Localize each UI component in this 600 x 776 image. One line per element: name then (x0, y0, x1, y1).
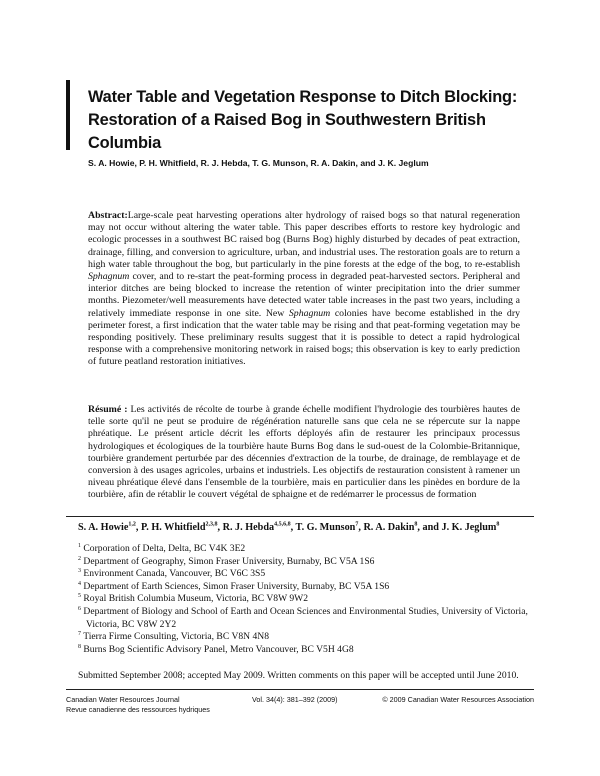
affiliation-text: Tierra Firme Consulting, Victoria, BC V8N 4N8 (83, 631, 270, 643)
affiliation-item (78, 556, 528, 569)
author-list: S. A. Howie, P. H. Whitfield, R. J. Hebda, T. G. Munson, R. A. Dakin, and J. K. Jeglum (88, 158, 429, 168)
aff-author-sup: 8 (496, 521, 500, 528)
aff-author-sep: , (217, 522, 223, 533)
resume (88, 404, 520, 502)
affiliation-authors (78, 521, 528, 534)
affiliation-number: 4 (78, 580, 81, 587)
abstract-text-2: cover, and to re-start the peat-forming process in degraded peat-harvested sectors. Peripheral and interior ditches are being blocked to increase the retention of winter precipitation into the drier summer months. Piezometer/well measurements have detected water table increases in the past two years, including a relatively immediate response in one site. New (88, 271, 520, 319)
copyright: © 2009 Canadian Water Resources Association (382, 695, 534, 704)
submission-note: Submitted September 2008; accepted May 2009. Written comments on this paper will be accepted until June 2010. (78, 670, 519, 681)
title-line-2: Restoration of a Raised Bog in Southwestern British Columbia (88, 111, 486, 152)
affiliation-item (78, 606, 528, 631)
paper-title (88, 86, 558, 155)
abstract-text-1: Large-scale peat harvesting operations alter hydrology of raised bogs so that natural regeneration may not occur without altering the water table. This paper describes efforts to restore key hydrologic and ecologic processes in a southwest BC raised bog (Burns Bog) highly disturbed by decades of peat extraction, drainage, filling, and conversion to agriculture, urban, and industrial uses. The restoration goals are to return a high water table throughout the bog, but particularly in the pine forests at the edge of the bog, to re-establish (88, 210, 520, 270)
affiliation-item (78, 593, 528, 606)
affiliation-item (78, 631, 528, 644)
affiliation-item (78, 581, 528, 594)
footer-rule (66, 689, 534, 690)
aff-author-sup: 4,5,6,8 (274, 521, 291, 528)
journal-name (66, 695, 246, 714)
affiliation-number: 5 (78, 593, 81, 600)
aff-author-name: R. A. Dakin (363, 522, 415, 533)
affiliation-number: 2 (78, 555, 81, 562)
affiliation-text: Corporation of Delta, Delta, BC V4K 3E2 (83, 543, 246, 554)
affiliation-rule (66, 516, 534, 517)
affiliation-number: 1 (78, 542, 81, 549)
aff-author-name: S. A. Howie (78, 522, 129, 533)
affiliation-item (78, 644, 528, 657)
aff-author-sep: , (135, 522, 141, 533)
affiliation-text: Royal British Columbia Museum, Victoria, BC V8W 9W2 (83, 593, 309, 605)
aff-author-name: J. K. Jeglum (441, 522, 497, 533)
affiliation-item (78, 543, 528, 556)
aff-author-sup: 1,2 (128, 521, 136, 528)
abstract-text-3: colonies have become established in the dry perimeter forest, a first indication that the water table may be rising and that peat-forming vegetation may be responding positively. These preliminary results suggest that it is possible to detect a rapid hydrological response with a comprehensive monitoring network in raised bogs; this observation is key to early prediction of future peatland restoration initiatives. (88, 307, 520, 368)
affiliation-text: Department of Geography, Simon Fraser University, Burnaby, BC V5A 1S6 (83, 555, 375, 567)
title-line-1: Water Table and Vegetation Response to Ditch Blocking: (88, 88, 518, 106)
abstract-label: Abstract: (88, 210, 128, 221)
aff-author-sup: 7 (355, 521, 359, 528)
aff-author-sep: , and (417, 522, 442, 533)
aff-author-name: T. G. Munson (295, 522, 356, 533)
affiliation-text: Burns Bog Scientific Advisory Panel, Metro Vancouver, BC V5H 4G8 (83, 643, 354, 655)
aff-author-sup: 8 (414, 521, 418, 528)
affiliation-list (78, 543, 528, 656)
journal-name-fr: Revue canadienne des ressources hydriques (66, 704, 210, 714)
affiliation-number: 6 (78, 605, 81, 612)
affiliation-number: 7 (78, 630, 81, 637)
abstract-sphagnum-2: Sphagnum (288, 307, 331, 319)
affiliation-text: Environment Canada, Vancouver, BC V6C 3S5 (83, 568, 266, 580)
aff-author-sep: , (290, 522, 296, 533)
abstract-sphagnum-1: Sphagnum (88, 271, 130, 283)
resume-text: Les activités de récolte de tourbe à grande échelle modifient l'hydrologie des tourbières hautes de telle sorte qu'il ne peut se produire de régénération naturelle sans que cela ne se répercute sur la nappe phréatique. Le présent article décrit les efforts déployés afin de restaurer les principaux processus hydrologiques et écologiques de la tourbière haute Burns Bog dans le sud-ouest de la Colombie-Britannique, tourbière grandement perturbée par des décennies d'extraction de la tourbe, de drainage, de remblayage et de conversion à des usages agricoles, urbains et industriels. Les objectifs de restauration consistent à ramener un niveau phréatique élevé dans l'ensemble de la tourbière, mais en particulier dans les pinèdes en bordure de la tourbière, afin de rétablir le couvert végétal de sphaigne et de redémarrer le processus de formation (88, 404, 521, 501)
affiliation-number: 3 (78, 568, 81, 574)
journal-name-en: Canadian Water Resources Journal (66, 695, 180, 704)
affiliation-text: Department of Biology and School of Earth and Ocean Sciences and Environmental Studies, University of Victoria, Victoria, BC V8W 2Y2 (83, 605, 528, 630)
affiliation-number: 8 (78, 643, 81, 650)
title-rule (66, 80, 70, 150)
affiliation-text: Department of Earth Sciences, Simon Fraser University, Burnaby, BC V5A 1S6 (83, 580, 390, 592)
aff-author-name: R. J. Hebda (222, 522, 275, 533)
resume-label: Résumé : (88, 404, 128, 415)
abstract (88, 210, 520, 369)
volume-info: Vol. 34(4): 381–392 (2009) (252, 695, 338, 704)
aff-author-sup: 2,3,8 (205, 521, 218, 528)
affiliation-item (78, 568, 528, 581)
aff-author-sep: , (358, 522, 364, 533)
aff-author-name: P. H. Whitfield (140, 522, 206, 533)
